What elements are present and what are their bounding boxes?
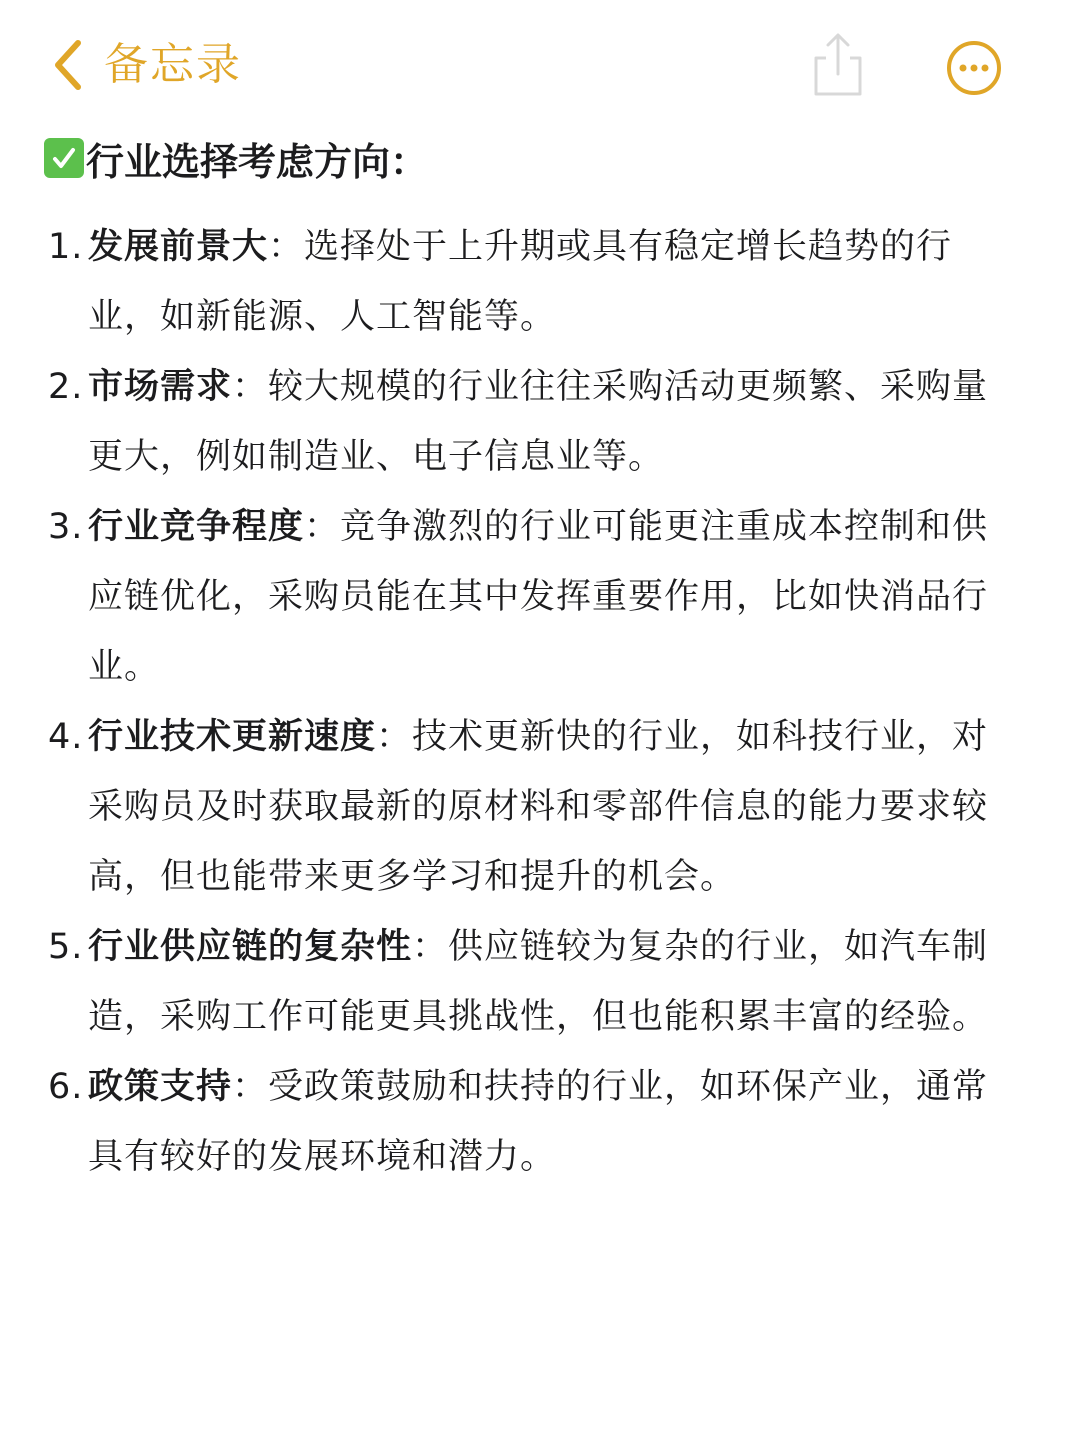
item-separator: ：	[232, 1067, 269, 1107]
check-icon	[44, 138, 84, 178]
note-heading	[44, 126, 1024, 190]
item-title: 行业供应链的复杂性	[88, 927, 413, 967]
item-title: 市场需求	[88, 367, 233, 407]
more-button[interactable]	[944, 38, 1004, 98]
item-title: 行业竞争程度	[88, 507, 305, 547]
item-text: 技术更新快的行业，如科技行业，对采购员及时获取最新的原材料和零部件信息的能力要求较高，但也能带来更多学习和提升的机会。	[88, 717, 989, 897]
item-text: 较大规模的行业往往采购活动更频繁、采购量更大，例如制造业、电子信息业等。	[88, 367, 989, 477]
note-list	[44, 212, 1024, 1192]
list-item	[44, 492, 1024, 702]
item-number: 3.	[48, 507, 84, 547]
list-item	[44, 352, 1024, 492]
back-label: 备忘录	[104, 39, 242, 90]
list-item	[44, 702, 1024, 912]
item-separator: ：	[304, 507, 341, 547]
share-icon	[808, 30, 868, 100]
item-number: 6.	[48, 1067, 84, 1107]
item-text: 受政策鼓励和扶持的行业，如环保产业，通常具有较好的发展环境和潜力。	[88, 1067, 989, 1177]
item-separator: ：	[412, 927, 449, 967]
list-item	[44, 1052, 1024, 1192]
heading-text: 行业选择考虑方向：	[86, 139, 429, 184]
item-separator: ：	[268, 227, 305, 267]
item-number: 2.	[48, 367, 84, 407]
share-button[interactable]	[808, 30, 868, 100]
item-separator: ：	[376, 717, 413, 757]
navbar	[0, 0, 1080, 130]
item-number: 4.	[48, 717, 84, 757]
item-title: 政策支持	[88, 1067, 233, 1107]
item-number: 5.	[48, 927, 84, 967]
back-button[interactable]	[50, 30, 242, 100]
item-title: 行业技术更新速度	[88, 717, 377, 757]
list-item	[44, 212, 1024, 352]
item-title: 发展前景大	[88, 227, 269, 267]
chevron-left-icon	[50, 39, 84, 91]
item-separator: ：	[232, 367, 269, 407]
note-body[interactable]	[44, 126, 1024, 1192]
item-text: 供应链较为复杂的行业，如汽车制造，采购工作可能更具挑战性，但也能积累丰富的经验。	[88, 927, 989, 1037]
more-icon	[944, 38, 1004, 98]
item-text: 选择处于上升期或具有稳定增长趋势的行业，如新能源、人工智能等。	[88, 227, 953, 337]
list-item	[44, 912, 1024, 1052]
item-number: 1.	[48, 227, 84, 267]
item-text: 竞争激烈的行业可能更注重成本控制和供应链优化，采购员能在其中发挥重要作用，比如快消品行业。	[88, 507, 989, 687]
